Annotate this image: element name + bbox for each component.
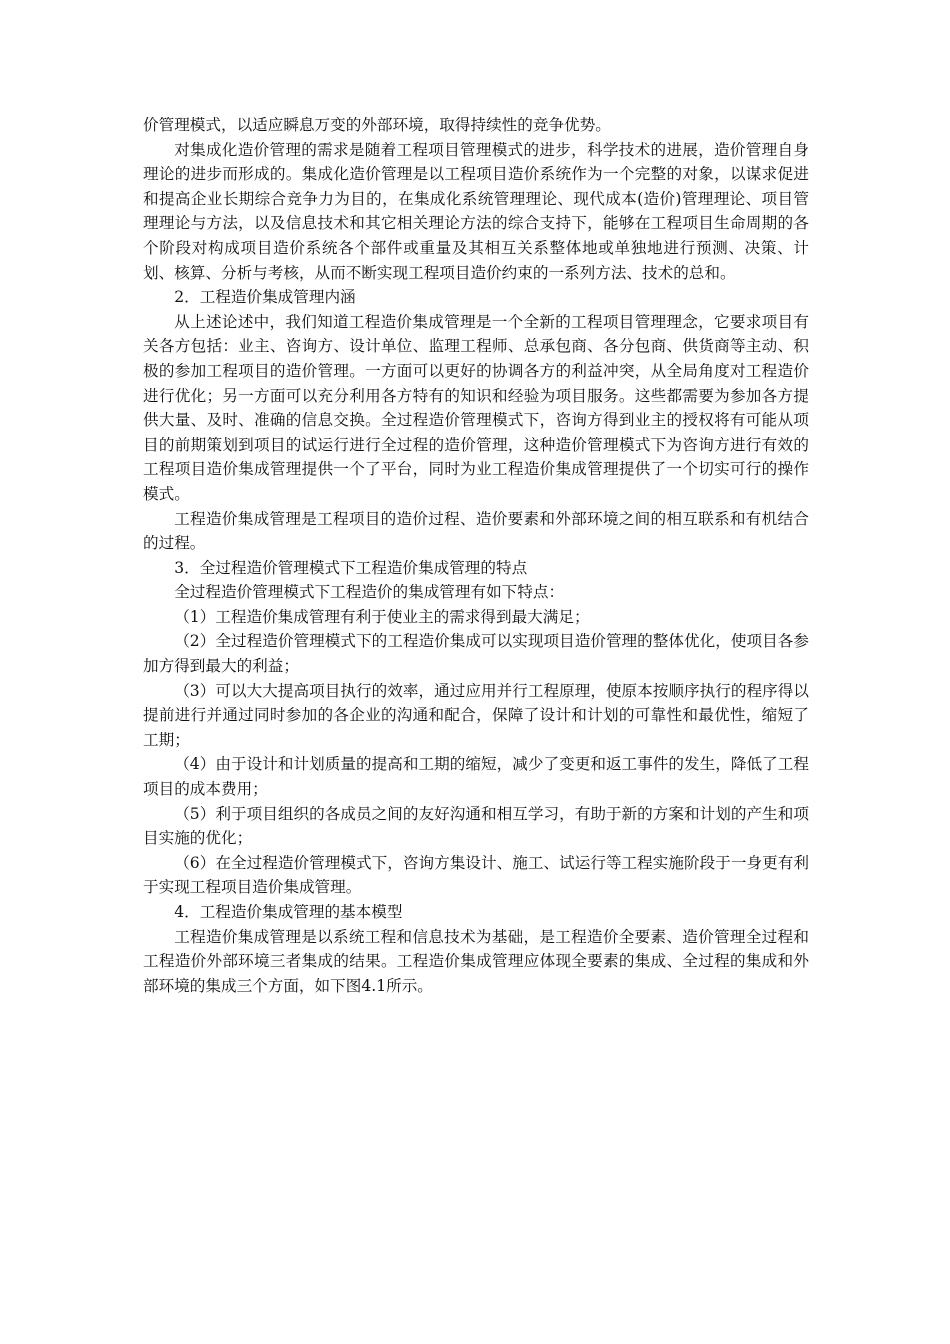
list-item-5: （5）利于项目组织的各成员之间的友好沟通和相互学习，有助于新的方案和计划的产生和项目实施的优化；	[143, 804, 809, 848]
section-heading-3: 3．全过程造价管理模式下工程造价集成管理的特点	[174, 558, 528, 577]
section-heading-2: 2．工程造价集成管理内涵	[174, 288, 356, 307]
paragraph-integrated-cost-management: 对集成化造价管理的需求是随着工程项目管理模式的进步，科学技术的进展，造价管理自身理论的进步而形成的。集成化造价管理是以工程项目造价系统作为一个完整的对象，以谋求促进和提高企业长期综合竞争力为目的，在集成化系统管理理论、现代成本(造价)管理理论、项目管理理论与方法，以及信息技术和其它相关理论方法的综合支持下，能够在工程项目生命周期的各个阶段对构成项目造价系统各个部件或重量及其相互关系整体地或单独地进行预测、决策、计划、核算、分析与考核，从而不断实现工程项目造价约束的一系列方法、技术的总和。	[143, 140, 809, 282]
list-item-6: （6）在全过程造价管理模式下，咨询方集设计、施工、试运行等工程实施阶段于一身更有利于实现工程项目造价集成管理。	[143, 853, 809, 897]
list-item-3: （3）可以大大提高项目执行的效率，通过应用并行工程原理，使原本按顺序执行的程序得以提前进行并通过同时参加的各企业的沟通和配合，保障了设计和计划的可靠性和最优性，缩短了工期；	[143, 681, 809, 749]
section-heading-4: 4．工程造价集成管理的基本模型	[174, 903, 403, 921]
paragraph-features-intro: 全过程造价管理模式下工程造价的集成管理有如下特点：	[174, 583, 565, 602]
list-item-4: （4）由于设计和计划质量的提高和工期的缩短，减少了变更和返工事件的发生，降低了工程项目的成本费用；	[143, 755, 809, 799]
paragraph-continuation: 价管理模式，以适应瞬息万变的外部环境，取得持续性的竞争优势。	[143, 116, 611, 134]
paragraph-basic-model: 工程造价集成管理是以系统工程和信息技术为基础，是工程造价全要素、造价管理全过程和工程造价外部环境三者集成的结果。工程造价集成管理应体现全要素的集成、全过程的集成和外部环境的集成三个方面，如下图4.1所示。	[143, 927, 809, 995]
paragraph-process-definition: 工程造价集成管理是工程项目的造价过程、造价要素和外部环境之间的相互联系和有机结合的过程。	[143, 509, 809, 553]
document-body	[143, 113, 809, 998]
paragraph-connotation: 从上述论述中，我们知道工程造价集成管理是一个全新的工程项目管理理念，它要求项目有关各方包括：业主、咨询方、设计单位、监理工程师、总承包商、各分包商、供货商等主动、积极的参加工程项目的造价管理。一方面可以更好的协调各方的利益冲突，从全局角度对工程造价进行优化；另一方面可以充分利用各方特有的知识和经验为项目服务。这些都需要为参加各方提供大量、及时、准确的信息交换。全过程造价管理模式下，咨询方得到业主的授权将有可能从项目的前期策划到项目的试运行进行全过程的造价管理，这种造价管理模式下为咨询方进行有效的工程项目造价集成管理提供一个了平台，同时为业工程造价集成管理提供了一个切实可行的操作模式。	[143, 312, 809, 503]
list-item-2: （2）全过程造价管理模式下的工程造价集成可以实现项目造价管理的整体优化，使项目各参加方得到最大的利益；	[143, 632, 809, 676]
list-item-1: （1）工程造价集成管理有利于使业主的需求得到最大满足；	[174, 607, 590, 626]
